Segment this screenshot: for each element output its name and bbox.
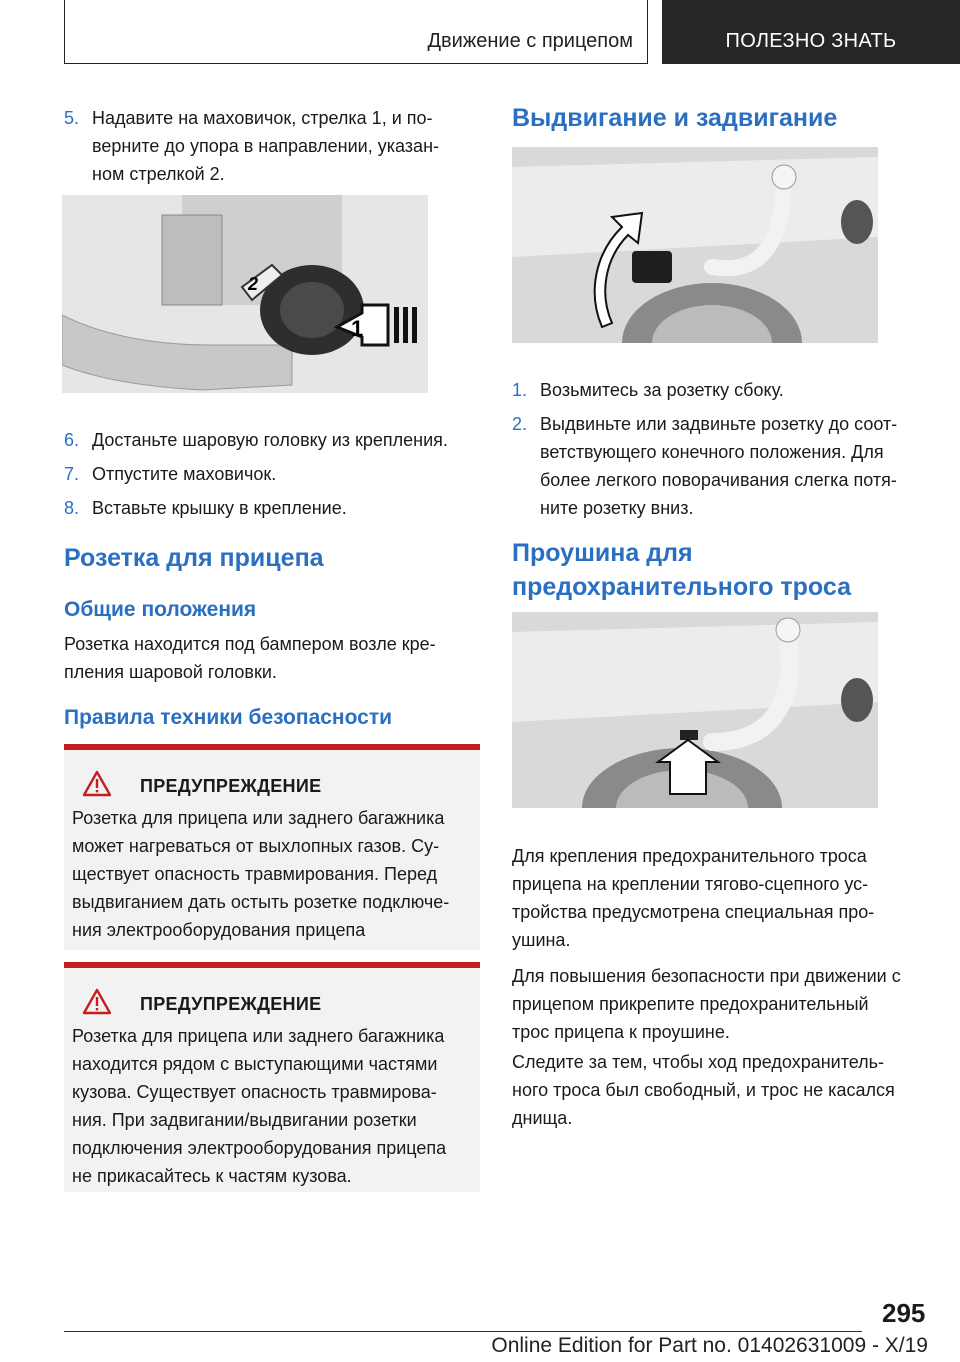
warning-triangle-icon (82, 988, 112, 1016)
step-text: Достаньте шаровую головку из крепления. (92, 430, 448, 450)
step-number: 8. (64, 498, 80, 518)
step-text: Возьмитесь за розетку сбоку. (540, 380, 784, 400)
step-text: Вставьте крышку в крепление. (92, 498, 347, 518)
step-7 (64, 460, 484, 488)
step-number: 2. (512, 414, 528, 434)
safety-eye-para-2: Для повышения безопасности при движении с прицепом прикрепите предохранительный трос прицепа к проушине. (512, 966, 901, 1042)
figure-ball-head-release (62, 195, 428, 393)
figure-ball-head-illustration (62, 195, 428, 393)
heading-safety-cable-eye: Проушина для предохранительного троса (512, 539, 851, 601)
safety-eye-para-1: Для крепления предохранительного троса прицепа на креплении тягово-сцепного ус- тройства предусмотрена специальная про- ушина. (512, 846, 875, 950)
warning-text: Розетка для прицепа или заднего багажника может нагреваться от выхлопных газов. Су- ществует опасность травмирования. Перед выдвиганием дать остыть розетке подключе- ния электрооборудования прицепа (72, 808, 450, 940)
header-chapter-tab (662, 0, 960, 64)
general-text: Розетка находится под бампером возле кре- пления шаровой головки. (64, 634, 436, 682)
step-text: Отпустите маховичок. (92, 464, 277, 484)
step-number: 7. (64, 464, 80, 484)
arrow-label-2: 2 (248, 274, 259, 294)
step-number: 6. (64, 430, 80, 450)
step-5 (64, 104, 484, 194)
page-number: 295 (882, 1298, 926, 1328)
warning-text: Розетка для прицепа или заднего багажника находится рядом с выступающими частями кузова. Существует опасность травмирова- ния. При задвигании/выдвигании розетки подключения электрооборудования прицепа не прикасайтесь к частям кузова. (72, 1026, 447, 1186)
heading-trailer-socket: Розетка для прицепа (64, 544, 324, 572)
warning-title: ПРЕДУПРЕЖДЕНИЕ (140, 994, 322, 1014)
subheading-safety: Правила техники безопасности (64, 706, 393, 729)
figure-socket-swivel (512, 147, 878, 343)
step-number: 1. (512, 380, 528, 400)
warning-title: ПРЕДУПРЕЖДЕНИЕ (140, 776, 322, 796)
subheading-general: Общие положения (64, 598, 257, 621)
figure-socket-illustration (512, 147, 878, 343)
heading-extend-retract: Выдвигание и задвигание (512, 104, 838, 132)
step-text: Надавите на маховичок, стрелка 1, и по- верните до упора в направлении, указан- ном стрелкой 2. (92, 108, 440, 184)
header-section-tab (64, 0, 648, 64)
step-2 (512, 410, 932, 522)
warning-triangle-icon (82, 770, 112, 798)
warning-box-2 (64, 962, 480, 1192)
footer-divider (64, 1331, 862, 1332)
figure-eye-illustration (512, 612, 878, 808)
arrow-label-1: 1 (351, 316, 364, 341)
warning-box-1 (64, 744, 480, 950)
header-chapter-title: ПОЛЕЗНО ЗНАТЬ (725, 30, 897, 52)
footer-edition: Online Edition for Part no. 01402631009 - X/19 (491, 1334, 928, 1357)
figure-safety-cable-eye (512, 612, 878, 808)
step-number: 5. (64, 108, 80, 128)
safety-eye-para-3: Следите за тем, чтобы ход предохранитель- ного троса был свободный, и трос не касался днища. (512, 1052, 895, 1128)
step-8 (64, 494, 484, 522)
header-section-title: Движение с прицепом (427, 30, 633, 52)
step-text: Выдвиньте или задвиньте розетку до соот- ветствующего конечного положения. Для более легкого поворачивания слегка потя- ните розетку вниз. (540, 414, 898, 518)
step-6 (64, 426, 484, 454)
step-1 (512, 376, 932, 404)
